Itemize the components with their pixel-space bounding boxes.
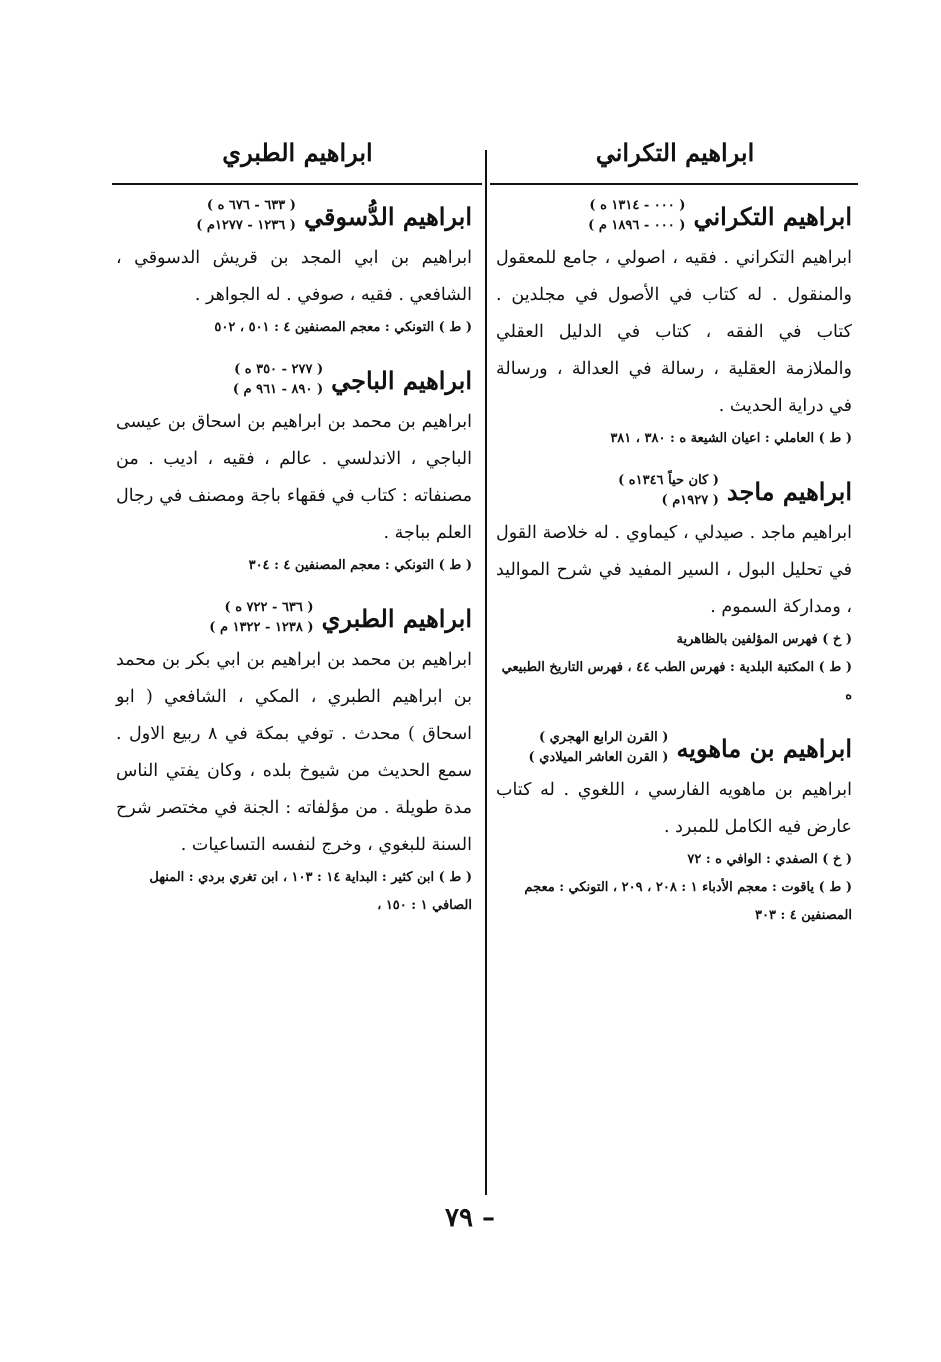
dates-hijri: ( ٦٣٣ - ٦٧٦ ه ) [206,198,296,213]
entry-head [116,196,472,236]
entry-reference: ( خ ) الصفدي : الوافي ه : ٧٢ [687,852,852,867]
column-header-left: ابراهيم الطبري [222,138,373,167]
dates-gregorian: ( ١٢٣٦ - ١٢٧٧م ) [196,218,296,233]
entry-ibrahim-al-takrani [496,196,852,453]
entry-head [116,360,472,400]
entry-head [116,598,472,638]
entry-ibrahim-al-dasuqi [116,196,472,342]
entry-reference: ( ط ) العاملي : اعيان الشيعة ه : ٣٨٠ ، ٣٨١ [610,431,852,446]
left-column [116,196,472,938]
entry-body: ابراهيم بن ماهويه الفارسي ، اللغوي . له كتاب عارض فيه الكامل للمبرد . [496,780,852,837]
dates-hijri: ( كان حياً ١٣٤٦ه ) [618,473,719,488]
dates-gregorian: ( ٨٩٠ - ٩٦١ م ) [232,382,324,397]
entry-name: ابراهيم الباجي [331,365,472,395]
entry-dates [618,471,719,511]
dates-gregorian: ( ١٢٣٨ - ١٣٢٢ م ) [209,620,314,635]
entry-ibrahim-al-baji [116,360,472,580]
dates-gregorian: ( ٠٠٠ - ١٨٩٦ م ) [588,218,686,233]
entry-head [496,728,852,768]
entry-reference: ( ط ) المكتبة البلدية : فهرس الطب ٤٤ ، فهرس التاريخ الطبيعي ه [501,660,852,703]
entry-dates [209,598,313,638]
entry-name: ابراهيم الطبري [321,603,472,633]
entry-name: ابراهيم بن ماهويه [676,733,852,763]
header-rule-left [112,183,482,185]
dates-hijri: ( ٠٠٠ - ١٣١٤ ه ) [589,198,686,213]
entry-ibrahim-al-tabari [116,598,472,920]
entry-reference: ( ط ) التونكي : معجم المصنفين ٤ : ٣٠٤ [248,558,472,573]
entry-dates [196,196,296,236]
entry-ibrahim-ibn-mahawayh [496,728,852,930]
column-header-right: ابراهيم التكراني [595,138,755,167]
entry-body: ابراهيم ماجد . صيدلي ، كيماوي . له خلاصة القول في تحليل البول ، السير المفيد في شرح المواليد ، ومداركة السموم . [496,523,852,617]
entry-ibrahim-majid [496,471,852,710]
entry-body: ابراهيم بن ابي المجد بن قريش الدسوقي ، الشافعي . فقيه ، صوفي . له الجواهر . [116,248,472,305]
entry-body: ابراهيم بن محمد بن ابراهيم بن ابي بكر بن محمد بن ابراهيم الطبري ، المكي ، الشافعي ( ابو اسحاق ) محدث . توفي بمكة في ٨ ربيع الاول . سمع الحديث من شيوخ بلده ، وكان يفتي الناس مدة طويلة . من مؤلفاته : الجنة في مختصر شرح السنة للبغوي ، وخرج لنفسه التساعيات . [116,650,472,855]
entry-body: ابراهيم بن محمد بن ابراهيم بن اسحاق بن عيسى الباجي ، الاندلسي . عالم ، فقيه ، اديب . من مصنفاته : كتاب في فقهاء باجة ومصنف في رجال العلم بباجة . [116,412,472,543]
entry-dates [529,728,669,768]
dates-hijri: ( ٢٧٧ - ٣٥٠ ه ) [234,362,324,377]
page-number: – ٧٩ [445,1203,495,1233]
dates-hijri: ( ٦٣٦ - ٧٢٢ ه ) [224,600,314,615]
entry-name: ابراهيم الدُّسوقي [303,201,472,231]
entry-dates [233,360,323,400]
entry-head [496,196,852,236]
dates-hijri: ( القرن الرابع الهجري ) [538,730,669,745]
entry-dates [588,196,685,236]
entry-head [496,471,852,511]
entry-reference: ( خ ) فهرس المؤلفين بالظاهرية [676,632,852,647]
entry-reference: ( ط ) التونكي : معجم المصنفين ٤ : ٥٠١ ، ٥٠٢ [214,320,472,335]
dates-gregorian: ( ١٩٢٧م ) [661,493,719,508]
entry-reference: ( ط ) ياقوت : معجم الأدباء ١ : ٢٠٨ ، ٢٠٩ ، التونكي : معجم المصنفين ٤ : ٣٠٣ [524,880,852,923]
entry-name: ابراهيم ماجد [726,476,852,506]
dates-gregorian: ( القرن العاشر الميلادي ) [528,750,669,765]
header-rule-right [490,183,858,185]
column-divider [485,150,487,1195]
entry-name: ابراهيم التكراني [693,201,852,231]
entry-reference: ( ط ) ابن كثير : البداية ١٤ : ١٠٣ ، ابن تغري بردي : المنهل الصافي ١ : ١٥٠ ، [149,870,472,913]
right-column [496,196,852,948]
entry-body: ابراهيم التكراني . فقيه ، اصولي ، جامع للمعقول والمنقول . له كتاب في الأصول في مجلدين . كتاب في الفقه ، كتاب في الدليل العقلي والملازمة العقلية ، رسالة في العدالة ، ورسالة في دراية الحديث . [496,248,852,416]
